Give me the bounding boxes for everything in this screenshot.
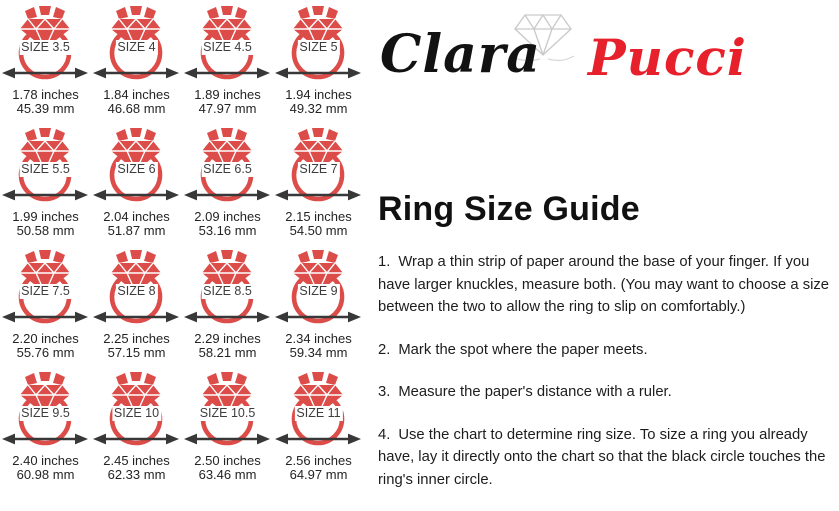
ring-size-mm: 47.97 mm (198, 100, 257, 116)
ring-size-cell (273, 372, 364, 494)
ring-size-mm: 49.32 mm (289, 100, 348, 116)
ring-size-cell (182, 128, 273, 250)
ring-size-inches: 2.20 inches (12, 331, 79, 346)
step-number: 4. (378, 426, 391, 443)
ring-size-inches: 1.84 inches (103, 87, 170, 102)
brand-name-first: Clara (380, 24, 541, 85)
ring-size-inches: 1.78 inches (12, 87, 79, 102)
ring-size-label: SIZE 4 (117, 40, 156, 54)
ring-size-label: SIZE 7.5 (21, 284, 70, 298)
ring-size-measurements (182, 210, 273, 237)
brand-name-second: Pucci (588, 28, 747, 87)
ring-size-inches: 2.56 inches (285, 453, 352, 468)
ring-size-inches: 2.50 inches (194, 453, 261, 468)
ring-size-measurements (273, 454, 364, 481)
ring-size-mm: 50.58 mm (16, 222, 75, 238)
ring-size-label: SIZE 10 (113, 406, 160, 420)
ring-size-measurements (91, 88, 182, 115)
ring-size-cell (91, 6, 182, 128)
ring-size-measurements (91, 332, 182, 359)
ring-size-label: SIZE 3.5 (21, 40, 70, 54)
ring-size-mm: 59.34 mm (289, 344, 348, 360)
ring-size-measurements (0, 454, 91, 481)
ring-size-mm: 60.98 mm (16, 466, 75, 482)
ring-size-label: SIZE 9 (299, 284, 338, 298)
ring-size-measurements (0, 88, 91, 115)
step-number: 3. (378, 384, 391, 400)
step-text: Measure the paper's distance with a ruler. (398, 384, 672, 400)
ring-size-mm: 58.21 mm (198, 344, 257, 360)
ring-size-mm: 57.15 mm (107, 344, 166, 360)
ring-size-mm: 46.68 mm (107, 100, 166, 116)
brand-logo (380, 8, 780, 103)
step-text: Use the chart to determine ring size. To size a ring you already have, lay it directly onto the chart so that the black circle touches the ring's inner circle. (378, 426, 826, 488)
ring-size-label: SIZE 5.5 (21, 162, 70, 176)
ring-size-inches: 2.45 inches (103, 453, 170, 468)
ring-size-mm: 64.97 mm (289, 466, 348, 482)
page-title: Ring Size Guide (378, 190, 640, 228)
guide-step (378, 339, 838, 362)
ring-size-measurements (0, 210, 91, 237)
ring-size-mm: 63.46 mm (198, 466, 257, 482)
ring-size-label: SIZE 6.5 (203, 162, 252, 176)
guide-steps (378, 251, 838, 491)
ring-size-measurements (273, 210, 364, 237)
ring-size-mm: 55.76 mm (16, 344, 75, 360)
ring-size-measurements (0, 332, 91, 359)
ring-size-inches: 1.99 inches (12, 209, 79, 224)
ring-size-label: SIZE 7 (299, 162, 338, 176)
guide-step (378, 381, 838, 404)
ring-size-label: SIZE 9.5 (21, 406, 70, 420)
ring-size-inches: 2.15 inches (285, 209, 352, 224)
ring-size-guide-section (378, 190, 838, 511)
ring-size-inches: 2.29 inches (194, 331, 261, 346)
ring-size-label: SIZE 5 (299, 40, 338, 54)
ring-size-label: SIZE 4.5 (203, 40, 252, 54)
ring-size-cell (273, 128, 364, 250)
ring-size-cell (0, 6, 91, 128)
ring-size-measurements (91, 210, 182, 237)
ring-size-measurements (273, 332, 364, 359)
ring-size-mm: 45.39 mm (16, 100, 75, 116)
ring-size-inches: 1.89 inches (194, 87, 261, 102)
ring-size-mm: 54.50 mm (289, 222, 348, 238)
guide-step (378, 251, 838, 319)
ring-size-measurements (182, 332, 273, 359)
ring-size-cell (91, 250, 182, 372)
ring-size-inches: 2.25 inches (103, 331, 170, 346)
ring-size-measurements (182, 454, 273, 481)
ring-size-label: SIZE 6 (117, 162, 156, 176)
ring-size-mm: 53.16 mm (198, 222, 257, 238)
ring-size-measurements (91, 454, 182, 481)
guide-step (378, 424, 838, 492)
ring-size-inches: 2.09 inches (194, 209, 261, 224)
ring-size-cell (182, 6, 273, 128)
step-number: 2. (378, 341, 391, 358)
ring-size-measurements (273, 88, 364, 115)
ring-size-label: SIZE 8 (117, 284, 156, 298)
step-number: 1. (378, 254, 391, 270)
ring-size-inches: 2.40 inches (12, 453, 79, 468)
ring-size-cell (273, 6, 364, 128)
ring-size-inches: 2.04 inches (103, 209, 170, 224)
ring-size-cell (0, 250, 91, 372)
step-text: Mark the spot where the paper meets. (398, 341, 648, 358)
ring-size-mm: 51.87 mm (107, 222, 166, 238)
ring-size-cell (182, 250, 273, 372)
ring-size-inches: 1.94 inches (285, 87, 352, 102)
step-text: Wrap a thin strip of paper around the base of your finger. If you have larger knuckles, measure both. (You may want to choose a size between the two to allow the ring to slip on comfortably.) (378, 254, 830, 315)
ring-size-cell (0, 128, 91, 250)
ring-size-cell (182, 372, 273, 494)
ring-size-inches: 2.34 inches (285, 331, 352, 346)
ring-size-mm: 62.33 mm (107, 466, 166, 482)
ring-size-measurements (182, 88, 273, 115)
ring-size-grid (0, 6, 364, 494)
ring-size-label: SIZE 10.5 (199, 406, 256, 420)
ring-size-cell (91, 128, 182, 250)
ring-size-label: SIZE 11 (296, 406, 341, 420)
ring-size-cell (0, 372, 91, 494)
ring-size-label: SIZE 8.5 (203, 284, 252, 298)
ring-size-cell (273, 250, 364, 372)
ring-size-cell (91, 372, 182, 494)
